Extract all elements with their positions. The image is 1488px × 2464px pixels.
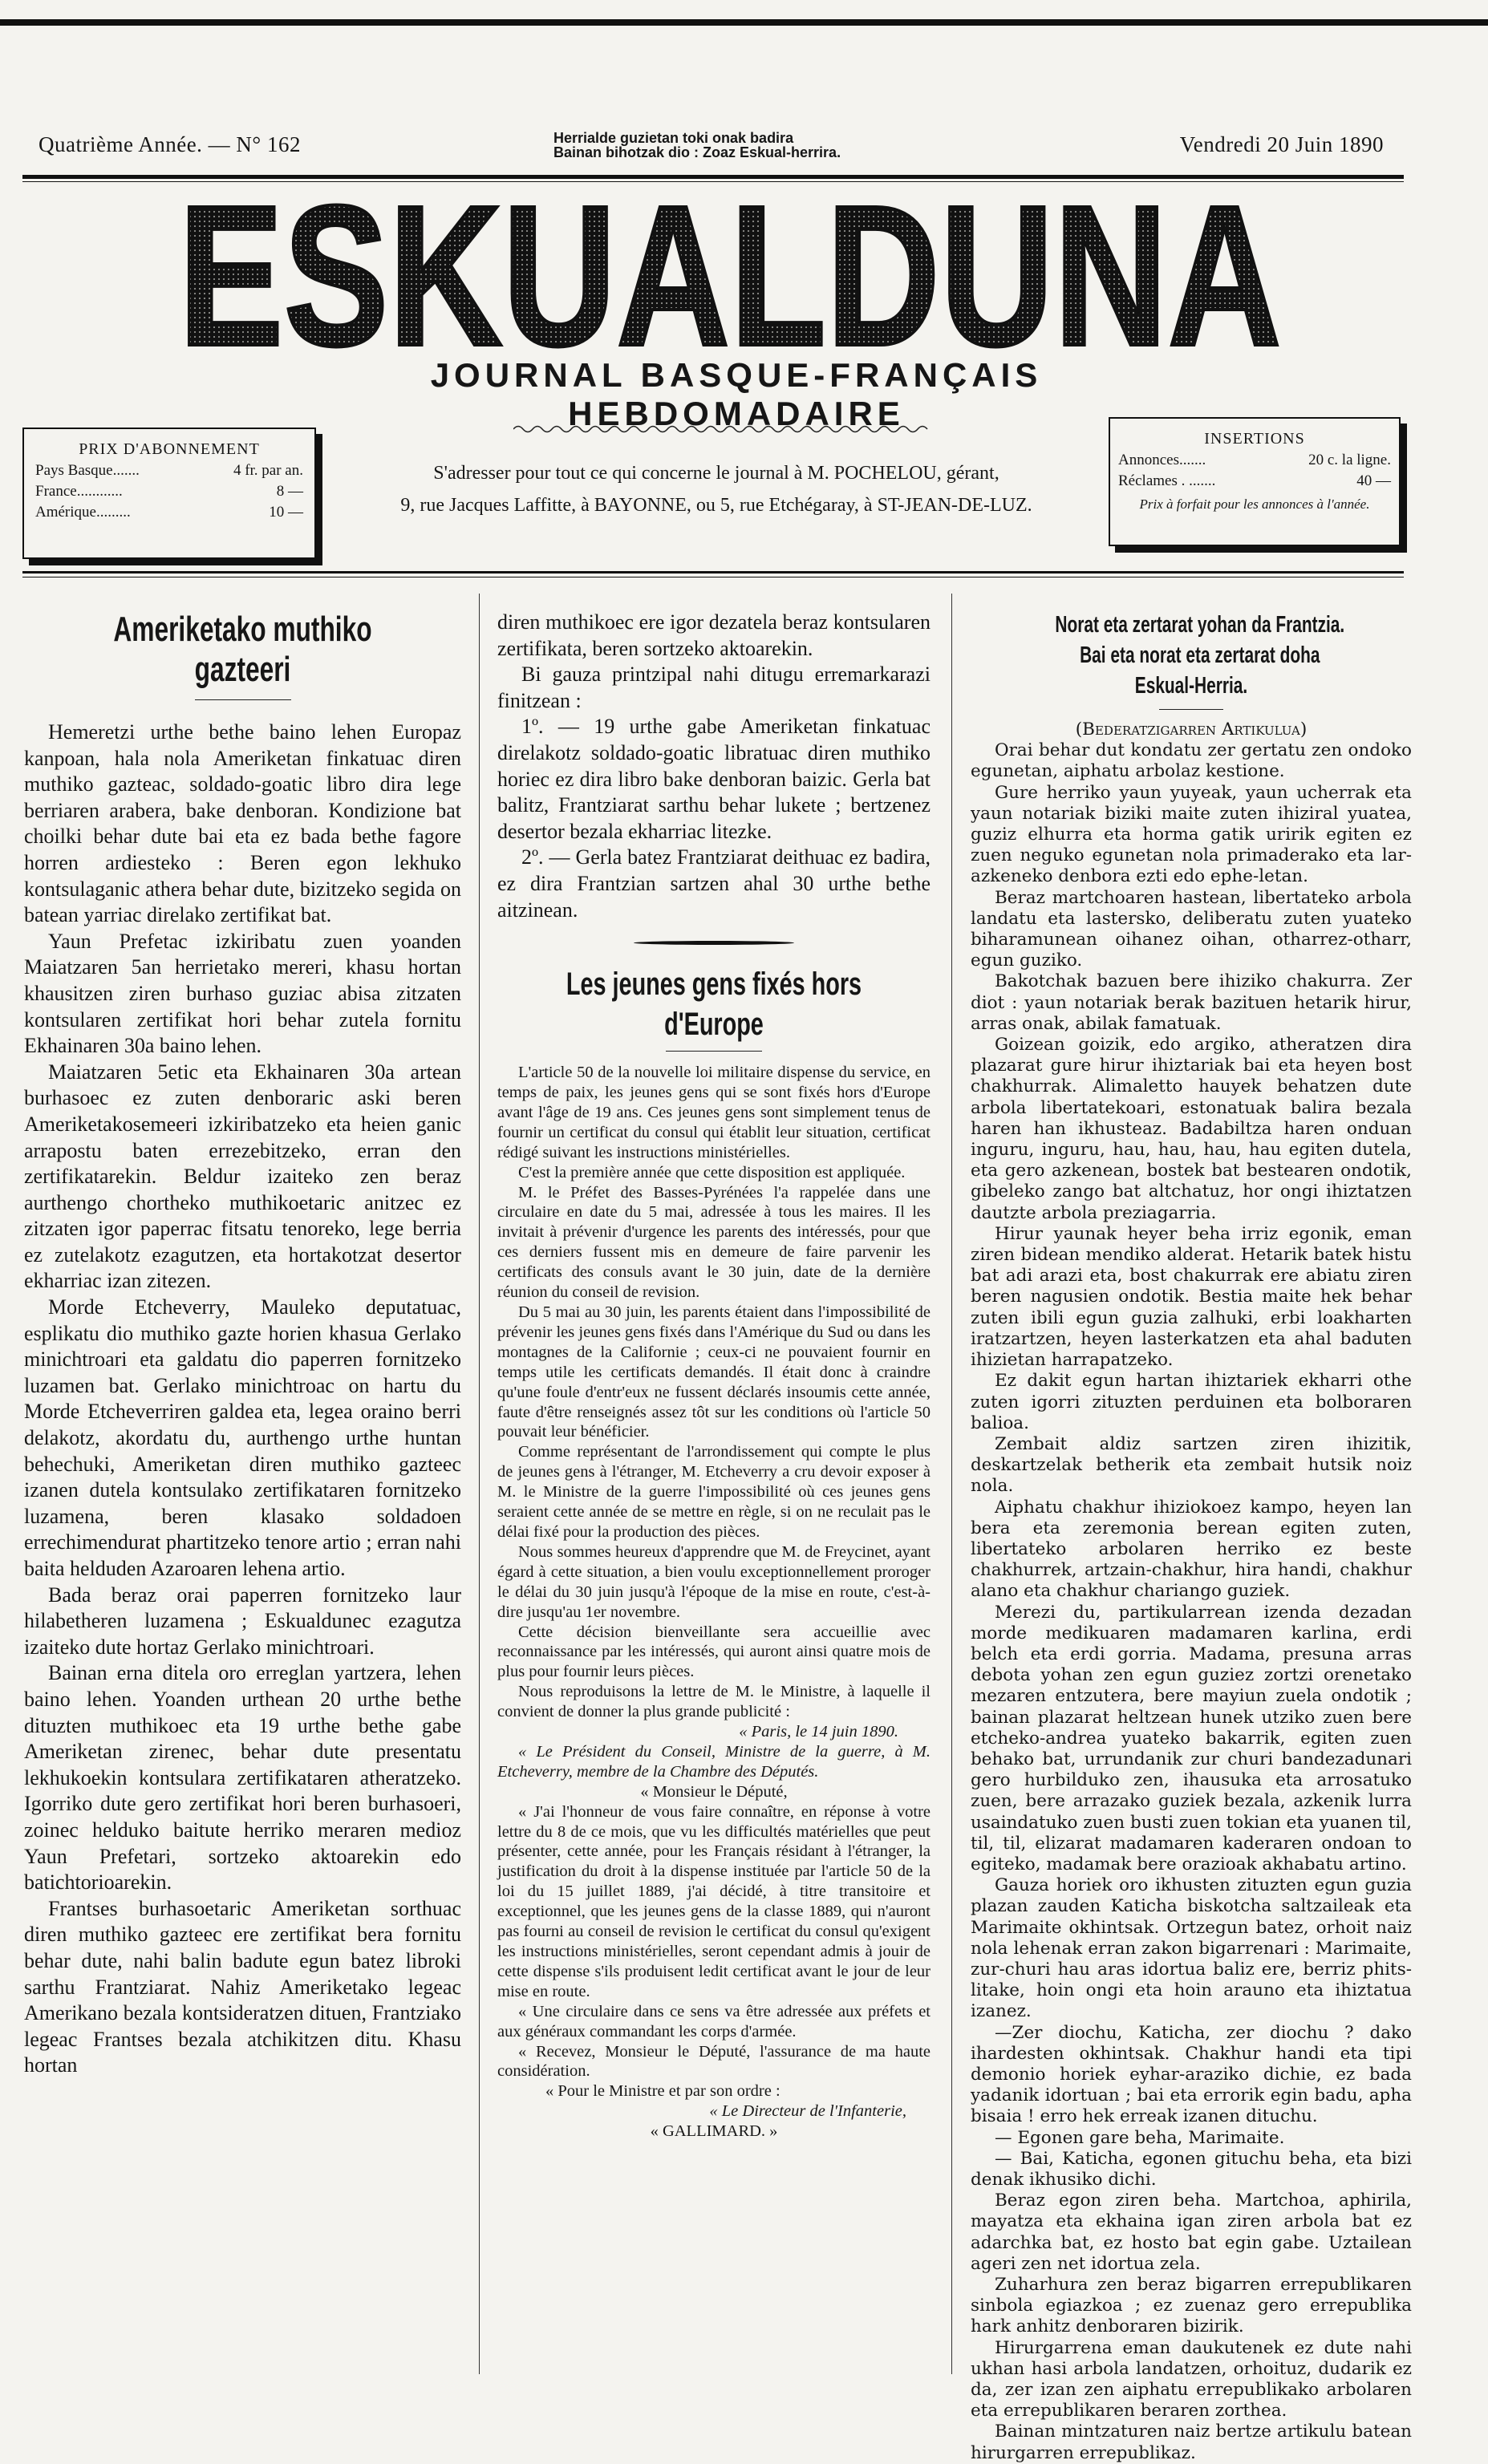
article-paragraph: Gauza horiek oro ikhusten zituzten egun guzia plazan zauden Katicha biskotcha saltzaileak eta Marimaite okhintsak. Ortzegun batez, orhoit naiz nola lehenak erran zakon bigarrenari : Marimaite, zur-churi hau aras idortua baliz ere, berriz phits-litake, hoin ongi eta hoin arauno eta ihiztatua izanez. [971, 1875, 1412, 2022]
insertions-price: 20 c. la ligne. [1308, 452, 1391, 468]
article-paragraph: Goizean goizik, edo argiko, atheratzen dira plazarat gure hirur ihiztariak bai eta heyen bost chakhurrak. Alimaletto hauyek behatzen dute arbola libertatekoari, estonatuak balira bezala haren han ikhusteaz. Badabiltza haren onduan inguru, inguru, hau, hau, hau, hau egiten dutela, eta gero azkenean, bostek bat bestearen ondotik, gibeleko zango bat altchatuz, hor ongi ihiztatzen dautzte arbola preziagarria. [971, 1035, 1412, 1223]
article-title-line-1: Norat eta zertarat yohan da Frantzia. [1055, 612, 1345, 638]
column-divider [951, 594, 952, 2374]
insertions-price: 40 — [1356, 472, 1391, 489]
subscription-row [24, 504, 314, 521]
section-divider [634, 941, 794, 945]
title-rule [666, 1051, 762, 1052]
article-paragraph: Zuharhura zen beraz bigarren errepublikaren sinbola egiazkoa ; ez zuenaz gero errepublika hark anhitz denboraren bizirik. [971, 2275, 1412, 2337]
subscription-label: France............ [35, 483, 123, 500]
header-motto [553, 131, 906, 160]
article-paragraph: C'est la première année que cette disposition est appliquée. [518, 1163, 906, 1181]
article-paragraph: — Egonen gare beha, Marimaite. [995, 2127, 1285, 2148]
article-paragraph: Hemeretzi urthe bethe baino lehen Europaz kanpoan, hala nola Ameriketan finkatuac diren muthiko gazteac, soldado-goatic libro dira lege berriaren arabera, bake denboran. Kondizione bat choilki behar dute bai eta ez bada bethe fagore horren ardiesteko : Beren egon lekhuko kontsulaganic athera behar dute, bizitzeko segida on batean yarriac direlako zertifikat bat. [24, 720, 461, 927]
article-paragraph: Hirurgarrena eman daukutenek ez dute nahi ukhan hasi arbola landatzen, orhoituz, dudarik ez da, zer izan zen aiphatu errepublikako arbolaren eta errepublikaren beraren zorthea. [971, 2337, 1412, 2421]
article-paragraph: Bi gauza printzipal nahi ditugu erremarkarazi finitzean : [497, 663, 931, 712]
header-rule [22, 175, 1404, 179]
issue-date: Vendredi 20 Juin 1890 [1179, 132, 1384, 156]
title-rule [1159, 709, 1223, 710]
motto-line-1: Herrialde guzietan toki onak badira [553, 130, 794, 146]
subscription-box [22, 428, 316, 559]
article-paragraph: Frantses burhasoetaric Ameriketan sorthuac diren muthiko gazteec ere zertifikat bera fornitu behar dute, nahi balin badute egun batez libroki sarthu Frantziarat. Nahiz Ameriketako legeac Amerikano bezala kontsideratzen dituen, Frantziako legeac Frantses bezala atchikitzen ditu. Khasu hortan [24, 1896, 461, 2077]
insertions-label: Réclames . ....... [1118, 472, 1216, 489]
article-paragraph: L'article 50 de la nouvelle loi militaire dispense du service, en temps de paix, les jeunes gens qui se sont fixés hors d'Europe avant l'âge de 19 ans. Ces jeunes gens sont simplement tenus de fournir un certificat du consul qui établit leur situation, certificat rédigé suivant les instructions ministérielles. [497, 1064, 931, 1161]
article-paragraph: —Zer diochu, Katicha, zer diochu ? dako ihardesten okhintsak. Chakhur handi eta tipi demonio horiek eyhar-araziko dichie, ez bada yadanik idortuan ; bai eta errorik egin badu, apha bisaia ! erro hek erreak izanen dituchu. [971, 2022, 1412, 2127]
masthead-subtitle: JOURNAL BASQUE-FRANÇAIS HEBDOMADAIRE [430, 356, 1043, 432]
letter-salutation: « Monsieur le Député, [640, 1782, 788, 1801]
masthead-title: ESKUALDUNA [178, 180, 1282, 373]
subscription-title: PRIX D'ABONNEMENT [79, 440, 260, 458]
article-body [497, 1063, 931, 2142]
motto-line-2: Bainan bihotzak dio : Zoaz Eskual-herrira. [553, 144, 841, 160]
article-paragraph: diren muthikoec ere igor dezatela beraz kontsularen zertifikata, beren sortzeko aktoarekin. [497, 610, 931, 660]
address-line-1: S'adresser pour tout ce qui concerne le journal à M. POCHELOU, gérant, [433, 463, 999, 484]
column-3 [971, 610, 1412, 2464]
article-paragraph: Bakotchak bazuen bere ihiziko chakurra. Zer diot : yaun notariak berak bazituen hetarik hirur, arras onak, abilak famatuak. [971, 971, 1412, 1034]
article-paragraph: Hirur yaunak heyer beha irriz egonik, eman ziren bidean mendiko alderat. Hetarik batek histu bat adi arazi eta, bost chakurrak ere abiatu ziren beren nagusien ondotik. Bestia maite hek behar zuten ibili egun guzia zalhuki, erbi loakharten iratzartzen, heyen lasterkatzen eta ahal baduten ihizietan harrapatzeko. [971, 1223, 1412, 1371]
article-paragraph: Aiphatu chakhur ihiziokoez kampo, heyen lan bera eta zeremonia berean egiten zuten, libertateko arbolaren herriko ez beste chakhurrek, artzain-chakhur, hira handi, chakhur alano eta chakhur chariango guziek. [971, 1497, 1412, 1602]
subscription-price: 8 — [276, 483, 303, 500]
ornament-wave [513, 424, 931, 435]
article-section-label: (Bederatzigarren Artikulua) [1075, 719, 1308, 740]
article-paragraph: Gure herriko yaun yuyeak, yaun ucherrak eta yaun notariak biziki maite zuten ihiziral yuatea, guziz elhurra eta horma gatik uririk egiten ez zuen neguko egunetan nola primaderako eta lar-azkeneko denbora ezti edo ephe-letan. [971, 782, 1412, 887]
subscription-price: 4 fr. par an. [233, 462, 303, 479]
article-paragraph: M. le Préfet des Basses-Pyrénées l'a rappelée dans une circulaire en date du 5 mai, adressée à tous les maires. Il les invitait à prévenir d'urgence les parents des intéressés, pour que ces derniers fussent mis en demeure de faire parvenir les certificats des consuls avant le 30 juin, date de la dernière réunion du conseil de revision. [497, 1183, 931, 1302]
top-border [0, 19, 1488, 26]
article-title: Les jeunes gens fixés hors d'Europe [566, 967, 862, 1043]
column-divider [479, 594, 480, 2374]
article-paragraph: Beraz martchoaren hastean, libertateko arbola landatu eta lastersko, deliberatu zuten yuateko biharamunean oihanez oihan, otharrez-otharr, egun guziko. [971, 887, 1412, 971]
article-title-line-2: Bai eta norat eta zertarat doha Eskual-Herria. [1080, 642, 1320, 699]
masthead-logo [168, 180, 1291, 373]
masthead-bottom-rule [22, 571, 1404, 573]
subscription-row [24, 483, 314, 500]
article-paragraph: Yaun Prefetac izkiribatu zuen yoanden Maiatzaren 5an herrietako mereri, khasu hortan khausitzen ziren burhaso guziac abisa zitzaten kontsularen zertifikat hori behar zutela fornitu Ekhainaren 30a baino lehen. [24, 929, 461, 1058]
publisher-address [335, 457, 1097, 521]
article-paragraph: Zembait aldiz sartzen ziren ihizitik, deskartzelak betherik eta zembait hutsik noiz nola. [971, 1433, 1412, 1497]
article-paragraph: Bainan erna ditela oro erreglan yartzera, lehen baino lehen. Yoanden urthean 20 urthe bethe dituzten muthikoec eta 19 urthe bethe gabe Ameriketan zirenec, behar dute presentatu lekhukoekin kontsulara zertifikataren atheratzeko. Igorriko dute gero zertifikat hori beren burhasoeri, zoinec helduko baitute herriko meraren medioz Yaun Prefetari, sortzeko aktoarekin edo batichtorioarekin. [24, 1661, 461, 1895]
insertions-title: INSERTIONS [1204, 430, 1305, 448]
article-paragraph: Merezi du, partikularrean izenda dezadan morde medikuaren madamaren karlina, erdi belch eta erdi gorria. Madama, presuna arras debota yohan zen egun guziez zortzi orenetako mezaren entzutera, bere mayiun zuela ondotik ; bainan plazarat heltzean hunek utziko zuen bere etcheko-andrea yuateko bakarrik, egiten zuen behako bat, urrundanik zur churi bandezadunari gero hurbilduko zen, ihausuka eta arrosatuko zuen, bere arrazako guziek bezala, azkenik lurra usaindatuko zuen busti zuen tokian eta yuanen til, til, til, elizarat madamaren kaderaren ondoan to egiteko, madamak bere orazioak akhabatu artino. [971, 1602, 1412, 1874]
subscription-label: Amérique......... [35, 504, 131, 521]
column-2 [497, 610, 931, 2142]
subscription-label: Pays Basque....... [35, 462, 140, 479]
article-paragraph: Cette décision bienveillante sera accueillie avec reconnaissance par les intéressés, qui auront ainsi quatre mois de plus pour fournir leurs pièces. [497, 1623, 931, 1681]
article-paragraph: Comme représentant de l'arrondissement qui compte le plus de jeunes gens à l'étranger, M. Etcheverry a cru devoir exposer à M. le Ministre de la guerre l'impossibilité où ces jeunes gens seraient cette année de se mettre en règle, si on ne reculait pas le délai fixé pour la production des pièces. [497, 1443, 931, 1541]
subscription-row [24, 462, 314, 480]
letter-address: « Le Président du Conseil, Ministre de la guerre, à M. Etcheverry, membre de la Chambre des Députés. [497, 1742, 931, 1781]
letter-signature: « GALLIMARD. » [650, 2122, 778, 2141]
article-paragraph: 2º. — Gerla batez Frantziarat deithuac ez badira, ez dira Frantzian sartzen ahal 30 urthe bethe aitzinean. [497, 845, 931, 922]
article-paragraph: Nous sommes heureux d'apprendre que M. de Freycinet, ayant égard à cette situation, a bien voulu exceptionnellement proroger le délai du 30 juin jusqu'à l'époque de la mise en route, c'est-à-dire jusqu'au 1er novembre. [497, 1542, 931, 1621]
column-1 [24, 610, 461, 2079]
insertions-row [1110, 472, 1399, 490]
letter-paragraph: « Recevez, Monsieur le Député, l'assurance de ma haute considération. [497, 2042, 931, 2081]
article-paragraph: Ez dakit egun hartan ihiztariek ekharri othe zuten igorri zituzten perduinen eta bolboraren balioa. [971, 1371, 1412, 1433]
subscription-price: 10 — [269, 504, 303, 521]
address-line-2: 9, rue Jacques Laffitte, à BAYONNE, ou 5, rue Etchégaray, à ST-JEAN-DE-LUZ. [400, 495, 1032, 516]
letter-order: « Pour le Ministre et par son ordre : [545, 2082, 780, 2101]
article-paragraph: Nous reproduisons la lettre de M. le Ministre, à laquelle il convient de donner la plus grande publicité : [497, 1683, 931, 1721]
insertions-box [1109, 417, 1401, 546]
insertions-note: Prix à forfait pour les annonces à l'année. [1139, 496, 1370, 512]
article-paragraph: — Bai, Katicha, egonen gituchu beha, eta bizi denak ikhusiko dichi. [971, 2148, 1412, 2190]
article-paragraph: 1º. — 19 urthe gabe Ameriketan finkatuac direlakotz soldado-goatic libratuac diren muthiko horiec ez dira libro bake denboran baizic. Gerla bat balitz, Frantziarat sarthu behar lukete ; bertzenez desertor bezala ekharriac litezke. [497, 715, 931, 843]
title-rule [195, 699, 291, 700]
article-title: Ameriketako muthiko gazteeri [113, 610, 372, 689]
article-paragraph: Du 5 mai au 30 juin, les parents étaient dans l'impossibilité de prévenir les jeunes gens fixés dans l'Amérique du Sud ou dans les montagnes de la Californie ; ceux-ci ne pouvaient fournir en temps utile les certificats demandés. Il était donc à craindre qu'une foule d'entr'eux ne fussent déclarés insoumis cette année, faute d'être renseignés assez tôt sur les conditions où l'article 50 pouvait leur bénéficier. [497, 1303, 931, 1441]
insertions-label: Annonces....... [1118, 452, 1206, 468]
article-paragraph: Morde Etcheverry, Mauleko deputatuac, esplikatu dio muthiko gazte horien khasua Gerlako minichtroari eta galdatu dio paperren fornitzeko luzamen bat. Gerlako minichtroac on hartu du Morde Etcheverriren galdea eta, legea oraino berri delakotz, akordatu du, aurthengo urthe huntan behechuki, Ameriketan diren muthiko gazteec izanen dutela kontsulako zertifikataren fornitzeko luzamena, beren klasako soldadoen errechimendurat phartitzeko tenore artio ; erran nahi baita helduden Azaroaren lehena artio. [24, 1295, 461, 1580]
insertions-row [1110, 452, 1399, 469]
article-paragraph: Bainan mintzaturen naiz bertze artikulu batean hirurgarren errepublikaz. [971, 2421, 1412, 2463]
article-paragraph: Bada beraz orai paperren fornitzeko laur hilabetheren luzamena ; Eskualdunec ezagutza izaiteko dute hortaz Gerlako minichtroari. [24, 1583, 461, 1659]
issue-number: Quatrième Année. — N° 162 [39, 132, 301, 156]
article-paragraph: Beraz egon ziren beha. Martchoa, aphirila, mayatza eta ekhaina igan ziren arbola bat ez adarchka bat, ez hosto bat egin gabe. Uztailean ageri zen net idortua zela. [971, 2190, 1412, 2274]
letter-paragraph: « J'ai l'honneur de vous faire connaître, en réponse à votre lettre du 8 de ce mois, que vu les difficultés matérielles que peut présenter, cette année, pour les Français résidant à l'étranger, la justification du droit à la dispense instituée par l'article 50 de la loi du 15 juillet 1889, j'ai décidé, à titre transitoire et exceptionnel, que les jeunes gens de la classe 1889, qui n'auront pas fourni au conseil de revision le certificat du consul qu'exigent les instructions ministérielles, seront cependant admis à jouir de cette dispense s'ils produisent ledit certificat avant le jour de leur mise en route. [497, 1802, 931, 2000]
article-paragraph: Orai behar dut kondatu zer gertatu zen ondoko egunetan, aiphatu arbolaz kestione. [971, 740, 1412, 782]
masthead-bottom-rule-thin [22, 577, 1404, 578]
letter-paragraph: « Une circulaire dans ce sens va être adressée aux préfets et aux généraux commandant les corps d'armée. [497, 2002, 931, 2040]
letter-dateline: « Paris, le 14 juin 1890. [739, 1723, 898, 1741]
article-paragraph: Maiatzaren 5etic eta Ekhainaren 30a artean burhasoec ez zuten denboraric aski beren Ameriketakosemeeri izkiribatzeko eta heien ganic arrapostu baten errezebitzeko, erran den zertifikatarekin. Beldur izaiteko zen beraz aurthengo chortheko muthikoetaric anitzec ez zitzaten igor paperrac fitsatu tenoreko, lege berria ez zutelakotz ezagutzen, eta hortakotzat desertor ekharriac izan zitezen. [24, 1060, 461, 1293]
letter-director: « Le Directeur de l'Infanterie, [709, 2102, 906, 2121]
